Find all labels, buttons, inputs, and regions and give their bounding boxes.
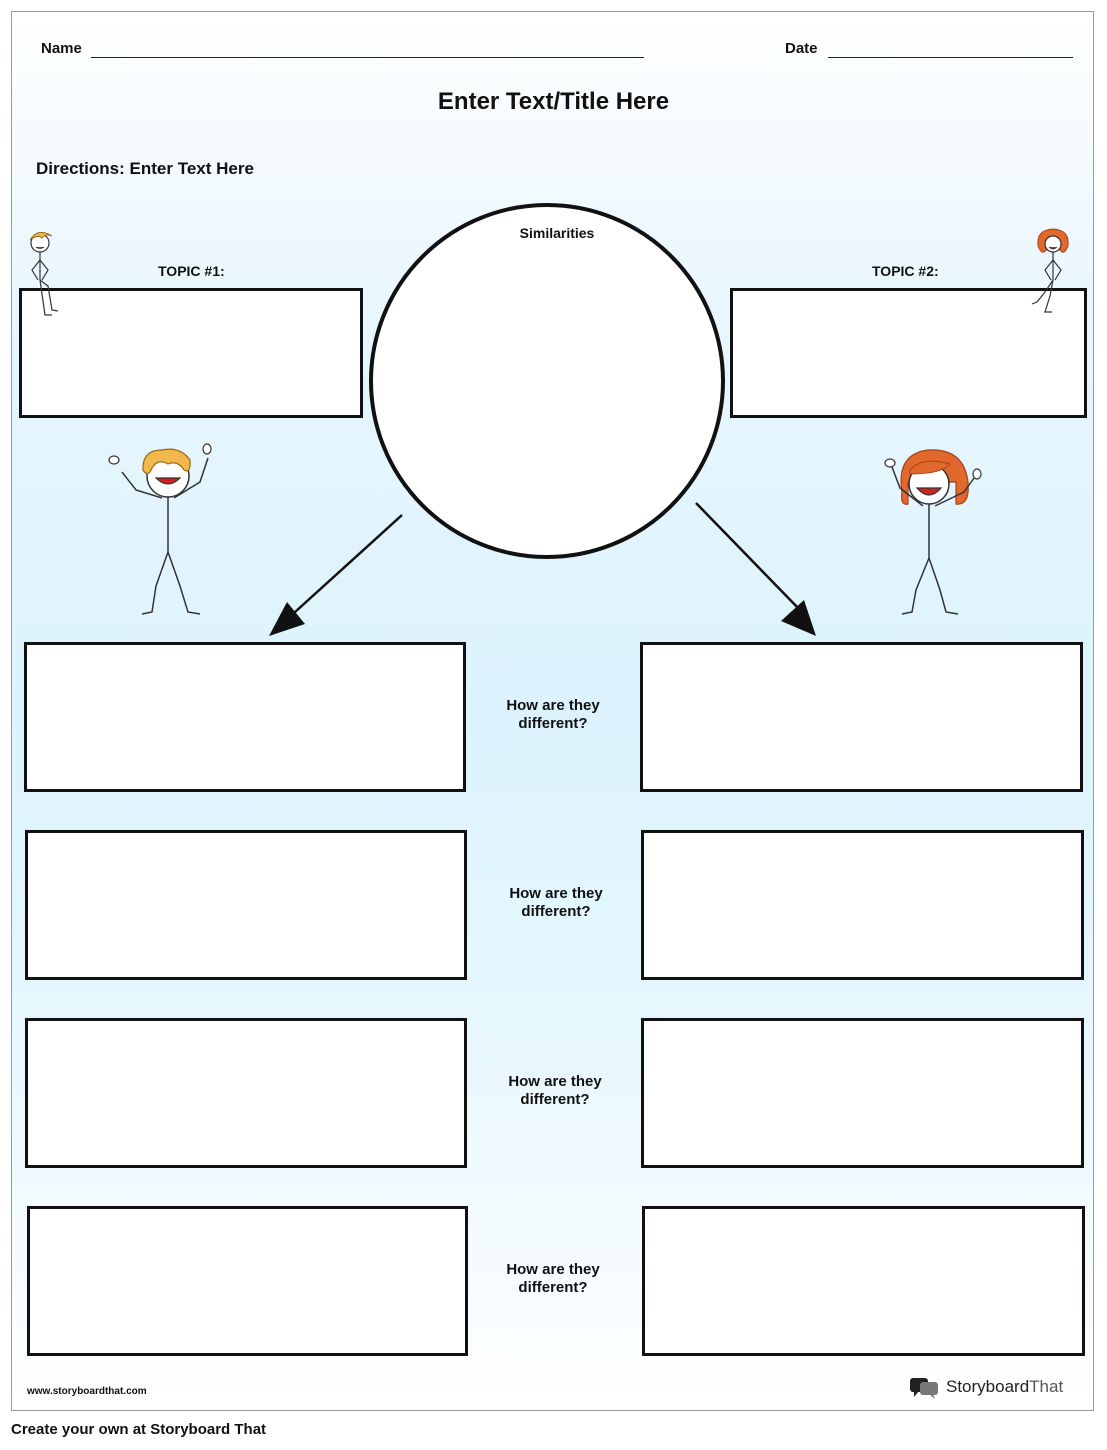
diff-left-box-2[interactable] [25,830,467,980]
brand-name: Storyboard [946,1377,1030,1396]
diff-label-1: How are they different? [506,697,600,732]
diff-left-box-4[interactable] [27,1206,468,1356]
diff-left-box-1[interactable] [24,642,466,792]
diff-label-2: How are they different? [509,885,603,920]
similarities-circle[interactable] [371,205,723,557]
footer-url[interactable]: www.storyboardthat.com [27,1386,147,1397]
diff-right-box-4[interactable] [642,1206,1085,1356]
topic2-label: TOPIC #2: [872,263,939,279]
storyboardthat-logo[interactable] [908,1375,1063,1399]
speech-bubbles-icon [908,1375,940,1399]
name-label: Name [41,40,82,57]
diff-right-box-3[interactable] [641,1018,1084,1168]
diff-left-box-3[interactable] [25,1018,467,1168]
brand-suffix: That [1029,1377,1064,1396]
create-your-own-link[interactable]: Create your own at Storyboard That [11,1421,267,1438]
diff-right-box-2[interactable] [641,830,1084,980]
directions-text[interactable]: Directions: Enter Text Here [36,159,254,178]
topic1-label: TOPIC #1: [158,263,225,279]
arrow-left [284,515,402,622]
diff-label-4: How are they different? [506,1261,600,1296]
worksheet [11,11,1094,1411]
large-boy-figure [109,444,211,614]
arrow-right-head [781,600,816,636]
large-girl-figure [885,450,981,614]
small-boy-figure [30,232,58,315]
diff-label-3: How are they different? [508,1073,602,1108]
similarities-label: Similarities [519,225,595,241]
page-title[interactable]: Enter Text/Title Here [437,88,670,115]
arrow-right [696,503,800,610]
small-girl-figure [1032,229,1068,312]
brand-text [946,1377,1063,1397]
diff-right-box-1[interactable] [640,642,1083,792]
date-label: Date [785,40,818,57]
